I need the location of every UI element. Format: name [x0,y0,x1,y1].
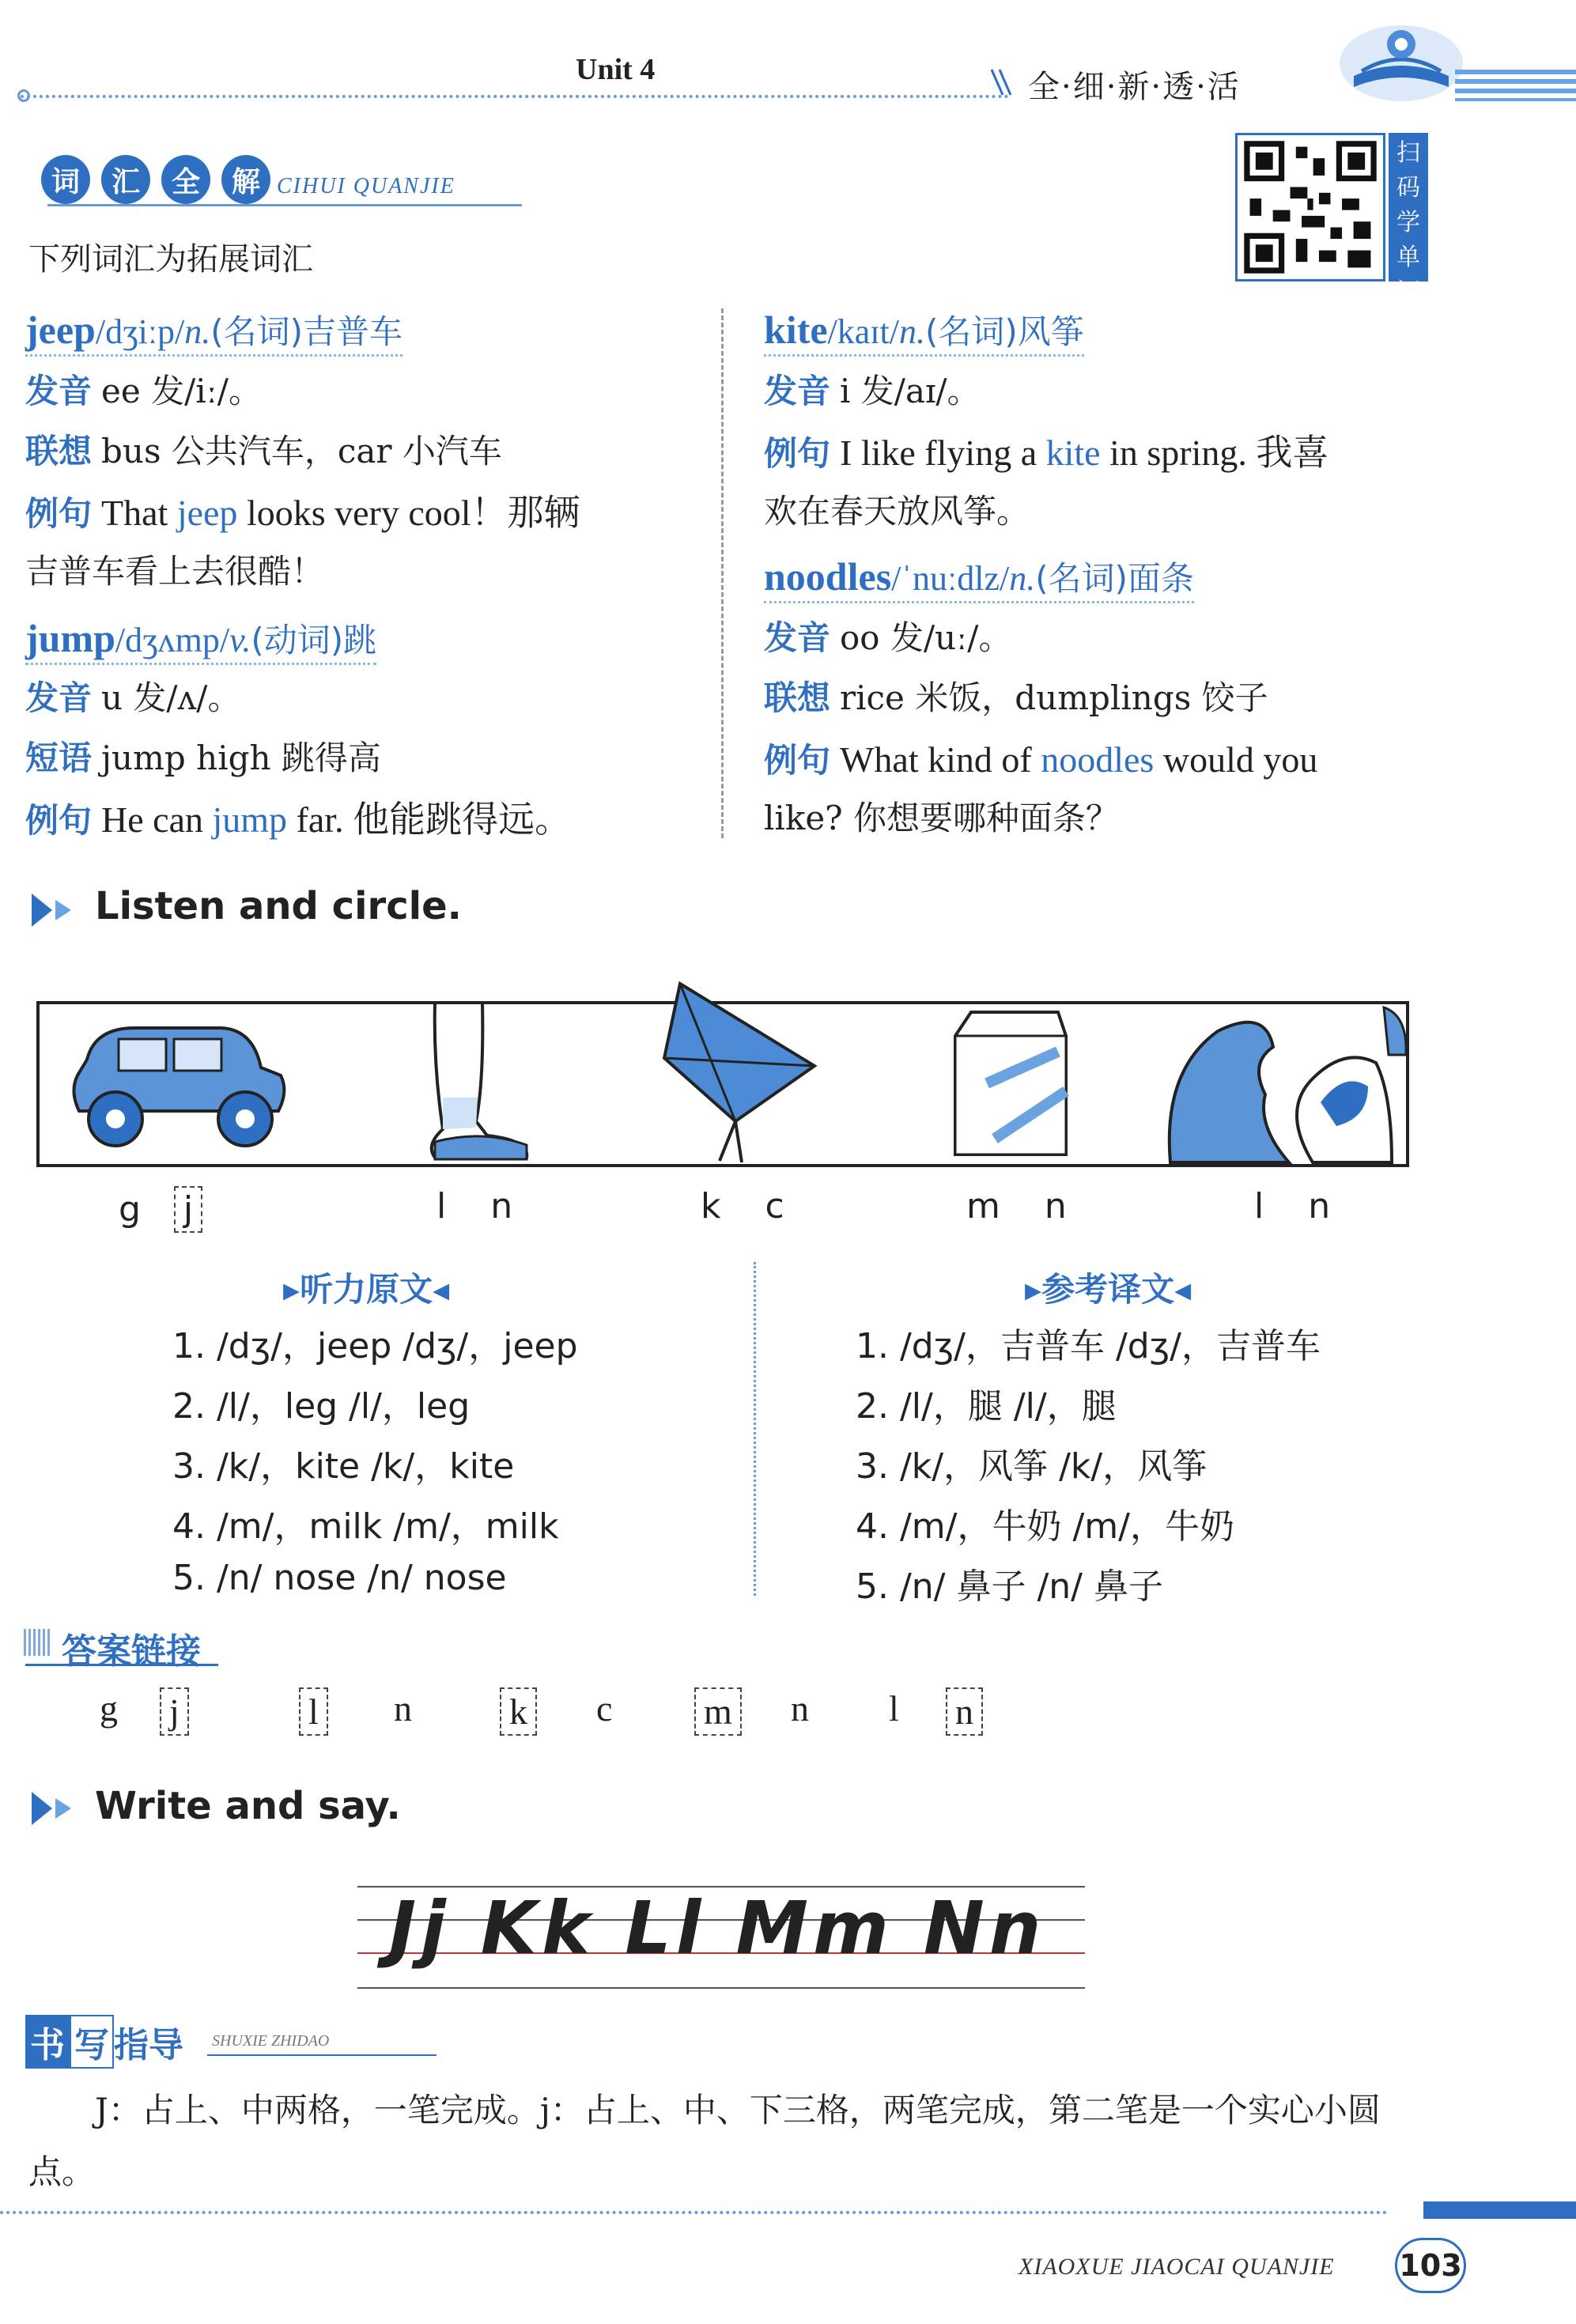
slash-icon [987,66,1019,98]
label: 发音 [25,372,93,410]
choice-letter[interactable]: n [1044,1186,1067,1226]
vocab-title-char-3: 全 [161,155,210,204]
text: would you [1154,739,1318,780]
part-of-speech: n. [1009,559,1036,598]
part-of-speech: n. [184,312,211,351]
guide-body: J：占上、中两格，一笔完成。j：占上、中、下三格，两笔完成，第二笔是一个实心小圆点。 [28,2091,1381,2191]
footer-bar [1423,2201,1576,2219]
choice-letter[interactable]: n [490,1186,513,1226]
label: 联想 [25,432,93,470]
script-line-1: 1. /dʒ/，jeep /dʒ/，jeep [172,1326,578,1366]
script-line-4: 4. /m/，milk /m/，milk [172,1506,559,1547]
phonetic: /dʒʌmp/ [115,621,230,659]
listening-divider [754,1262,756,1596]
guide-heading [25,2015,183,2069]
choice-pair-1 [119,1186,202,1233]
script-heading [283,1264,449,1311]
qr-label-char: 单 [1396,244,1420,271]
word: jeep [25,308,96,352]
entry-jump-line3 [25,799,572,840]
footer-series-name: XIAOXUE JIAOCAI QUANJIE [1019,2254,1335,2280]
answer-heading-underline [25,1664,218,1666]
label: 发音 [25,678,93,717]
text: looks very cool！那辆 [237,493,580,533]
script-heading-text: 听力原文 [300,1270,433,1309]
trans-line-5: 5. /n/ 鼻子 /n/ 鼻子 [856,1566,1163,1607]
choice-pair-5 [1254,1186,1330,1226]
entry-jump-line2 [25,739,381,777]
choice-pair-4 [966,1186,1067,1226]
guide-heading-char: 写 [70,2015,114,2069]
phonetic: /ˈnuːdlz/ [891,559,1010,598]
answer-letter: n [791,1688,809,1729]
qr-label-char: 词 [1396,278,1420,306]
qr-label-char: 码 [1396,174,1420,202]
triangle-right-icon: ▸ [1025,1270,1042,1309]
trans-line-2: 2. /l/，腿 /l/，腿 [856,1386,1117,1427]
footer-dotted-line [0,2211,1388,2214]
choice-letter[interactable]: m [966,1186,1000,1226]
vocab-title-underline [47,204,522,206]
kite-picture [648,979,822,1166]
entry-jump-line1 [25,678,241,717]
choice-pair-3 [701,1186,784,1226]
answer-letter: n [394,1688,412,1729]
qr-label [1389,133,1428,306]
label: 例句 [764,741,831,780]
text: u 发/ʌ/。 [101,678,241,717]
vocab-intro: 下列词汇为拓展词汇 [28,241,313,278]
script-line-2: 2. /l/，leg /l/，leg [172,1386,471,1427]
entry-noodles-line3 [764,739,1318,780]
text: I like flying a [840,433,1046,473]
entry-noodles-line4: like? 你想要哪种面条？ [764,799,1120,837]
label: 发音 [764,618,831,657]
answer-letter-boxed: j [160,1687,189,1736]
entry-jeep-head [25,310,403,357]
keyword: jump [212,799,288,840]
label: 联想 [764,678,831,717]
choice-pair-2 [437,1186,512,1226]
triangle-right-icon: ▸ [283,1270,300,1309]
choice-letter[interactable]: n [1308,1186,1331,1226]
label: 短语 [25,739,93,777]
unit-title: Unit 4 [576,53,656,86]
phonetic: /dʒiːp/ [95,312,185,351]
nose-picture [1155,1000,1409,1164]
keyword: jeep [176,493,238,533]
entry-noodles-line1 [764,618,1012,657]
header-dotted-line [21,95,1009,98]
text: What kind of [840,739,1041,780]
vocab-title-char-1: 词 [41,155,90,204]
label: 例句 [764,434,831,473]
text: ee 发/iː/。 [101,372,262,410]
text: He can [101,799,213,840]
entry-kite-line1 [764,372,981,410]
word: jump [25,616,115,660]
trans-line-1: 1. /dʒ/，吉普车 /dʒ/，吉普车 [856,1326,1321,1366]
answer-letter: g [100,1688,118,1729]
word: noodles [764,554,892,599]
page-number: 103 [1395,2238,1466,2293]
qr-label-char: 扫 [1396,139,1420,167]
header-slogan: 全·细·新·透·活 [1028,69,1241,105]
text: jump high 跳得高 [101,739,381,777]
entry-jump-head [25,618,376,665]
entry-jeep-line3 [25,495,580,531]
meaning: (名词)风筝 [924,312,1084,351]
entry-kite-line3: 欢在春天放风筝。 [764,492,1030,531]
part-of-speech: n. [898,312,925,351]
choice-letter[interactable]: l [1254,1186,1264,1226]
handwriting-letters: Jj Kk Ll Mm Nn [389,1886,1046,1971]
entry-kite-line2 [764,435,1328,471]
entry-kite-head [764,310,1084,357]
guide-arrow-line [207,2054,437,2056]
double-arrow-icon [28,1789,87,1828]
choice-letter[interactable]: l [437,1186,447,1226]
guide-heading-text: 指导 [114,2025,183,2065]
answer-letter-boxed: n [946,1687,983,1736]
answer-letter-boxed: l [299,1687,328,1736]
script-line-3: 3. /k/，kite /k/，kite [172,1446,515,1487]
answer-letter: l [889,1688,899,1729]
grid-icon [24,1629,51,1656]
vocab-title-pinyin: CIHUI QUANJIE [277,174,455,198]
meaning: (名词)吉普车 [210,312,403,351]
header-stripes [1455,70,1576,101]
triangle-left-icon: ◂ [1174,1270,1192,1309]
entry-noodles-line2 [764,678,1268,717]
keyword: noodles [1041,739,1155,780]
entry-noodles-head [764,554,1195,603]
book-logo-icon [1338,8,1465,103]
jeep-picture [63,1012,293,1162]
word: kite [764,308,828,352]
text: rice 米饭，dumplings 饺子 [840,678,1268,717]
script-line-5: 5. /n/ nose /n/ nose [172,1558,507,1598]
milk-picture [939,1004,1074,1162]
qr-code-icon[interactable] [1235,133,1385,282]
leg-picture [411,1003,538,1166]
label: 例句 [25,494,93,533]
choice-letter[interactable]: k [701,1186,721,1226]
translation-heading-text: 参考译文 [1041,1270,1175,1309]
answer-heading: 答案链接 [62,1631,201,1672]
text: in spring. 我喜 [1100,433,1329,473]
guide-heading-char: 书 [25,2015,70,2069]
qr-label-char: 学 [1396,209,1420,236]
triangle-left-icon: ◂ [433,1270,450,1309]
handwriting-lines [357,1879,1085,1996]
text: oo 发/uː/。 [840,618,1012,657]
vocab-title-char-2: 汇 [101,155,150,204]
translation-heading [1025,1264,1191,1311]
text: i 发/aɪ/。 [840,372,981,410]
text: bus 公共汽车，car 小汽车 [101,432,502,470]
part-of-speech: v. [229,621,251,659]
meaning: (动词)跳 [251,621,377,659]
write-title: Write and say. [95,1784,401,1828]
column-divider [721,308,724,838]
entry-jeep-line4: 吉普车看上去很酷！ [25,552,325,591]
entry-jeep-line2 [25,432,502,470]
choice-letter[interactable]: g [119,1189,141,1230]
answer-letter-boxed: m [694,1687,742,1736]
phonetic: /kaɪt/ [827,312,899,351]
answer-letter-boxed: k [500,1687,537,1736]
vocab-title-char-4: 解 [221,155,270,204]
answer-letter: c [596,1688,613,1729]
trans-line-4: 4. /m/，牛奶 /m/，牛奶 [856,1506,1234,1547]
meaning: (名词)面条 [1035,559,1195,598]
text: far. 他能跳得远。 [287,799,572,840]
choice-letter-circled[interactable]: j [174,1186,202,1233]
label: 例句 [25,801,93,840]
text: That [101,493,177,533]
choice-letter[interactable]: c [765,1186,784,1226]
keyword: kite [1045,433,1101,473]
trans-line-3: 3. /k/，风筝 /k/，风筝 [856,1446,1208,1487]
entry-jeep-line1 [25,372,262,410]
guide-pinyin: SHUXIE ZHIDAO [212,2032,330,2050]
double-arrow-icon [28,890,87,930]
label: 发音 [764,372,831,410]
listen-title: Listen and circle. [95,884,462,928]
